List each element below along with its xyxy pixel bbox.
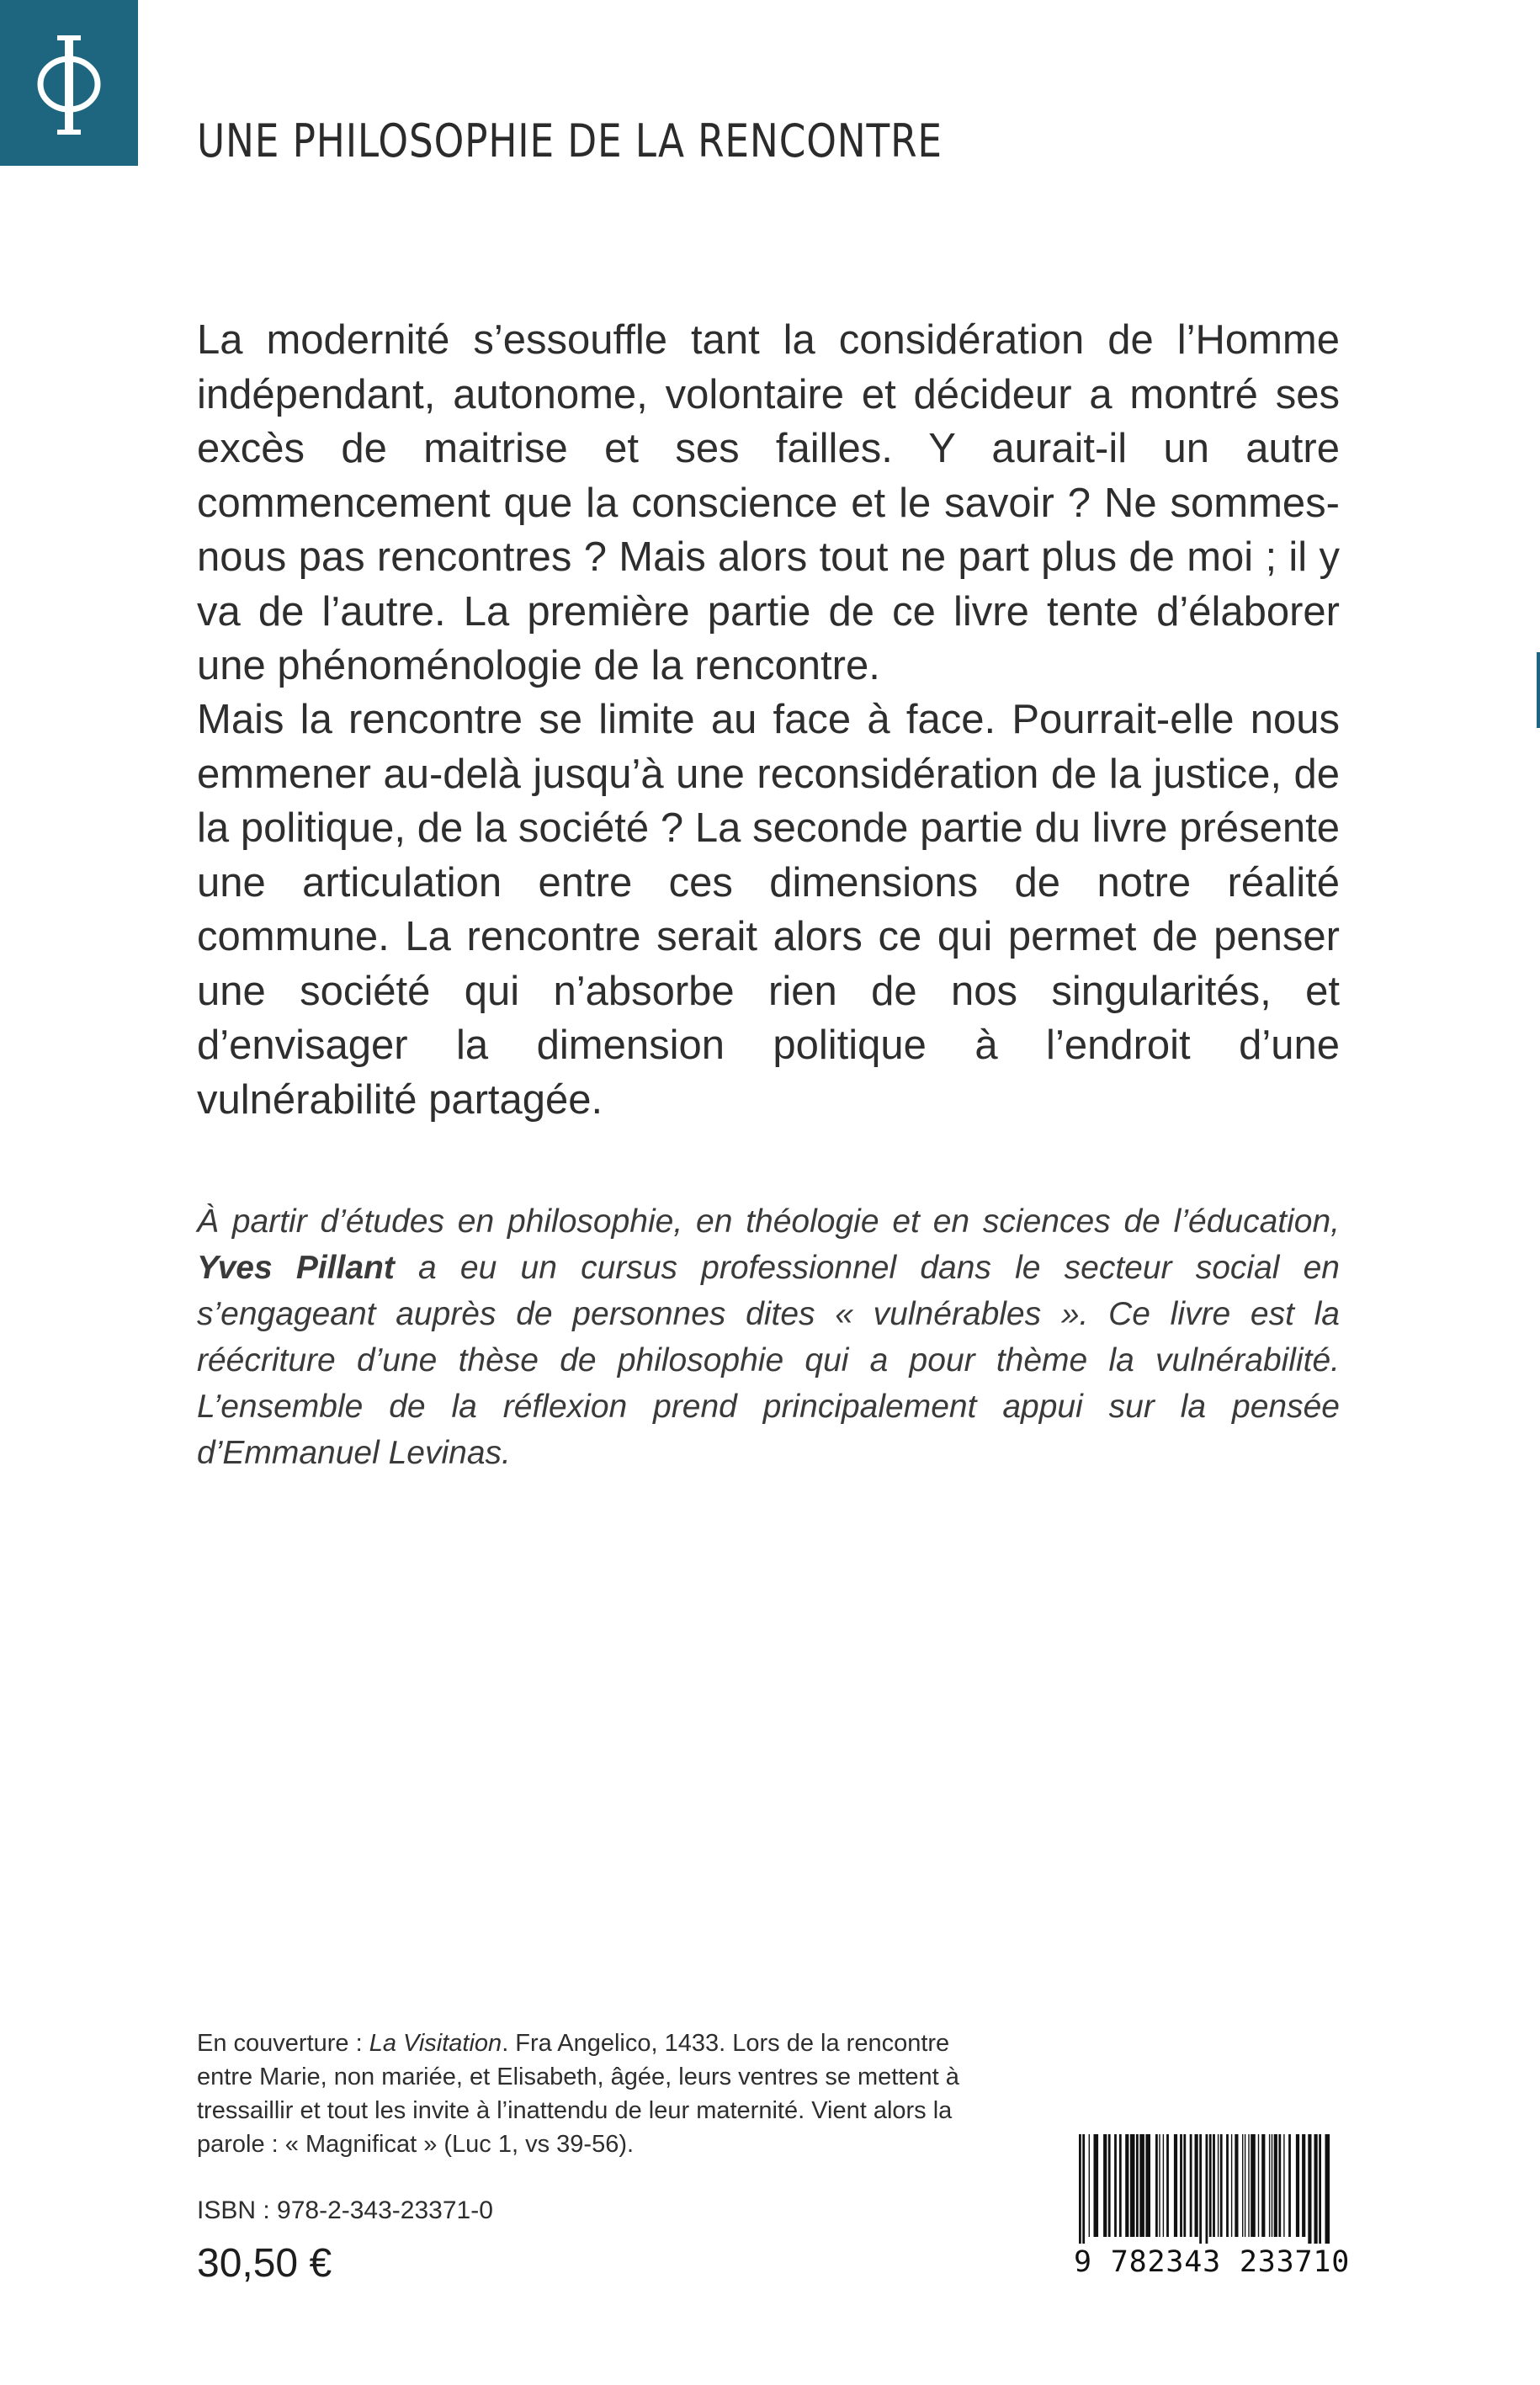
barcode-bar	[1119, 2134, 1122, 2237]
barcode-bar	[1213, 2134, 1215, 2237]
author-bio	[197, 1198, 1340, 1476]
barcode-bar	[1235, 2134, 1238, 2237]
author-name: Yves Pillant	[197, 1250, 395, 1286]
summary-paragraph-1: La modernité s’essouffle tant la considération de l’Homme indépendant, autonome, volontaire et décideur a montré ses excès de maitrise et ses failles. Y aurait-il un autre commencement que la conscience et le savoir ? Ne sommes-nous pas rencontres ? Mais alors tout ne part plus de moi ; il y va de l’autre. La première partie de ce livre tente d’élaborer une phénoménologie de la rencontre.	[197, 317, 1340, 688]
barcode-bar	[1261, 2134, 1265, 2237]
barcode-bar	[1231, 2134, 1232, 2237]
summary-paragraph-2: Mais la rencontre se limite au face à face. Pourrait-elle nous emmener au-delà jusqu’à une reconsidération de la justice, de la politique, de la société ? La seconde partie du livre présente une articulation entre ces dimensions de notre réalité commune. La rencontre serait alors ce qui permet de penser une société qui n’absorbe rien de nos singularités, et d’envisager la dimension politique à l’endroit d’une vulnérabilité partagée.	[197, 697, 1340, 1123]
barcode-bar	[1308, 2134, 1311, 2244]
barcode-bar	[1274, 2134, 1277, 2237]
author-bio-text: a eu un cursus professionnel dans le secteur social en s’engageant auprès de personnes dites « vulnérables ». Ce livre est la réécriture d’une thèse de philosophie qui a pour thème la vulnérabilité. L’ensemble de la réflexion prend principalement appui sur la pensée d’Emmanuel Levinas.	[197, 1250, 1340, 1471]
barcode-bar	[1125, 2134, 1128, 2237]
author-bio-intro: À partir d’études en philosophie, en théologie et en sciences de l’éducation,	[197, 1203, 1340, 1240]
barcode-bar	[1209, 2134, 1212, 2237]
barcode-bar	[1302, 2134, 1305, 2237]
barcode-bar	[1218, 2134, 1219, 2237]
barcode-bar	[1258, 2134, 1259, 2237]
isbn-label: ISBN : 978-2-343-23371-0	[197, 2196, 493, 2224]
barcode-bar	[1139, 2134, 1144, 2237]
barcode-bar	[1314, 2134, 1318, 2244]
barcode-bar	[1319, 2134, 1321, 2244]
barcode-bar	[1079, 2134, 1081, 2244]
barcode-bar	[1325, 2134, 1330, 2244]
price-label: 30,50 €	[197, 2241, 332, 2286]
barcode-bar	[1145, 2134, 1150, 2237]
spine-edge-mark	[1537, 652, 1540, 728]
cover-credit-text: . Fra Angelico, 1433. Lors de la rencontre entre Marie, non mariée, et Elisabeth, âgée, leurs ventres se mettent à tressaillir et tout les invite à l’inattendu de leur maternité. Vient alors la parole : « Magnificat » (Luc 1, vs 39-56).	[197, 2030, 959, 2158]
barcode-bar	[1159, 2134, 1160, 2237]
cover-credit-prefix: En couverture :	[197, 2030, 369, 2057]
barcode-bar	[1248, 2134, 1249, 2237]
barcode-bar	[1082, 2134, 1085, 2244]
barcode-bar	[1094, 2134, 1099, 2237]
barcode-bar	[1269, 2134, 1270, 2237]
barcode-bar	[1136, 2134, 1139, 2237]
barcode-bar	[1180, 2134, 1182, 2237]
barcode-bar	[1103, 2134, 1107, 2237]
barcode-bar	[1114, 2134, 1117, 2237]
barcode-bars	[1074, 2134, 1335, 2244]
barcode-bar	[1166, 2134, 1169, 2237]
publisher-logo	[0, 0, 138, 166]
barcode-bar	[1155, 2134, 1158, 2237]
barcode-bar	[1251, 2134, 1256, 2237]
cover-credit	[197, 2026, 1001, 2161]
barcode-bar	[1296, 2134, 1299, 2237]
book-title: UNE PHILOSOPHIE DE LA RENCONTRE	[197, 114, 943, 167]
barcode-bar	[1174, 2134, 1177, 2237]
barcode-bar	[1242, 2134, 1243, 2237]
barcode-bar	[1089, 2134, 1090, 2237]
barcode-bar	[1199, 2134, 1202, 2244]
barcode-bar	[1278, 2134, 1281, 2237]
barcode-bar	[1283, 2134, 1284, 2237]
cover-artwork-title: La Visitation	[369, 2030, 502, 2057]
barcode-bar	[1220, 2134, 1223, 2237]
barcode-bar	[1288, 2134, 1291, 2237]
barcode-bar	[1195, 2134, 1198, 2237]
phi-icon	[34, 32, 104, 138]
barcode-bar	[1226, 2134, 1229, 2237]
barcode-digits: 9 782343 233710	[1074, 2245, 1351, 2279]
barcode-bar	[1206, 2134, 1208, 2244]
barcode	[1074, 2134, 1351, 2279]
barcode-bar	[1108, 2134, 1111, 2237]
barcode-bar	[1183, 2134, 1186, 2237]
barcode-bar	[1190, 2134, 1192, 2237]
barcode-bar	[1130, 2134, 1135, 2237]
barcode-bar	[1163, 2134, 1164, 2237]
